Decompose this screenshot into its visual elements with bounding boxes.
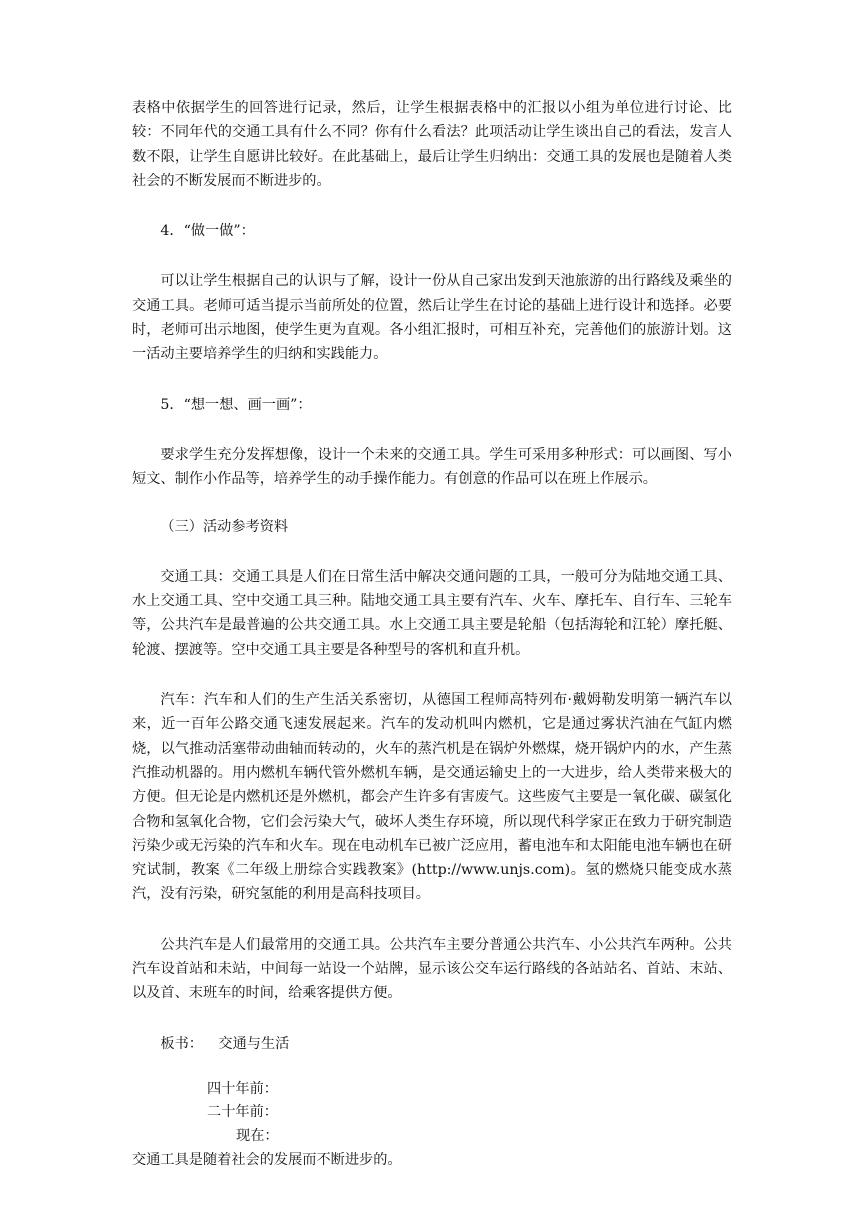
blackboard-label: 板书：	[160, 1035, 203, 1052]
blackboard-heading	[132, 1032, 732, 1056]
paragraph-travel-plan: 可以让学生根据自己的认识与了解，设计一份从自己家出发到天池旅游的出行路线及乘坐的交通工具。老师可适当提示当前所处的位置，然后让学生在讨论的基础上进行设计和选择。必要时，老师可出示地图，使学生更为直观。各小组汇报时，可相互补充，完善他们的旅游计划。这一活动主要培养学生的归纳和实践能力。	[132, 273, 732, 363]
paragraph-future-vehicle: 要求学生充分发挥想像，设计一个未来的交通工具。学生可采用多种形式：可以画图、写小短文、制作小作品等，培养学生的动手操作能力。有创意的作品可以在班上作展示。	[132, 446, 732, 488]
blackboard-items	[132, 1078, 732, 1149]
blackboard-conclusion: 交通工具是随着社会的发展而不断进步的。	[132, 1152, 402, 1169]
blackboard-title: 交通与生活	[218, 1035, 290, 1052]
paragraph-transport-tools: 交通工具：交通工具是人们在日常生活中解决交通问题的工具，一般可分为陆地交通工具、水上交通工具、空中交通工具三种。陆地交通工具主要有汽车、火车、摩托车、自行车、三轮车等，公共汽车是最普遍的公共交通工具。水上交通工具主要是轮船（包括海轮和江轮）摩托艇、轮渡、摆渡等。空中交通工具主要是各种型号的客机和直升机。	[132, 568, 732, 658]
paragraph-public-bus: 公共汽车是人们最常用的交通工具。公共汽车主要分普通公共汽车、小公共汽车两种。公共汽车设首站和未站，中间每一站设一个站牌，显示该公交车运行路线的各站站名、首站、末站、以及首、末班车的时间，给乘客提供方便。	[132, 936, 732, 1002]
document-page	[132, 96, 732, 1173]
paragraph-discussion: 表格中依据学生的回答进行记录，然后，让学生根据表格中的汇报以小组为单位进行讨论、比较：不同年代的交通工具有什么不同？你有什么看法？此项活动让学生谈出自己的看法，发言人数不限，让学生自愿讲比较好。在此基础上，最后让学生归纳出：交通工具的发展也是随着人类社会的不断发展而不断进步的。	[132, 100, 732, 189]
heading-reference-materials: （三）活动参考资料	[160, 518, 289, 535]
paragraph-automobile: 汽车：汽车和人们的生产生活关系密切，从德国工程师高特列布·戴姆勒发明第一辆汽车以来，近一百年公路交通飞速发展起来。汽车的发动机叫内燃机，它是通过雾状汽油在气缸内燃烧，以气推动活塞带动曲轴而转动的，火车的蒸汽机是在锅炉外燃煤，烧开锅炉内的水，产生蒸汽推动机器的。用内燃机车辆代管外燃机车辆，是交通运输史上的一大进步，给人类带来极大的方便。但无论是内燃机还是外燃机，都会产生许多有害废气。这些废气主要是一氧化碳、碳氢化合物和氢氧化合物，它们会污染大气，破坏人类生存环境，所以现代科学家正在致力于研究制造污染少或无污染的汽车和火车。现在电动机车已被广泛应用，蓄电池车和太阳能电池车辆也在研究试制，教案《二年级上册综合实践教案》(http://www.unjs.com)。氢的燃烧只能变成水蒸汽，没有污染，研究氢能的利用是高科技项目。	[132, 692, 732, 903]
blackboard-item-now: 现在：	[236, 1127, 279, 1144]
blackboard-item-twenty-years: 二十年前：	[207, 1104, 278, 1121]
blackboard-item-forty-years: 四十年前：	[207, 1080, 278, 1097]
heading-do-it: 4．“做一做”：	[160, 223, 255, 240]
heading-think-draw: 5．“想一想、画一画”：	[160, 396, 312, 413]
